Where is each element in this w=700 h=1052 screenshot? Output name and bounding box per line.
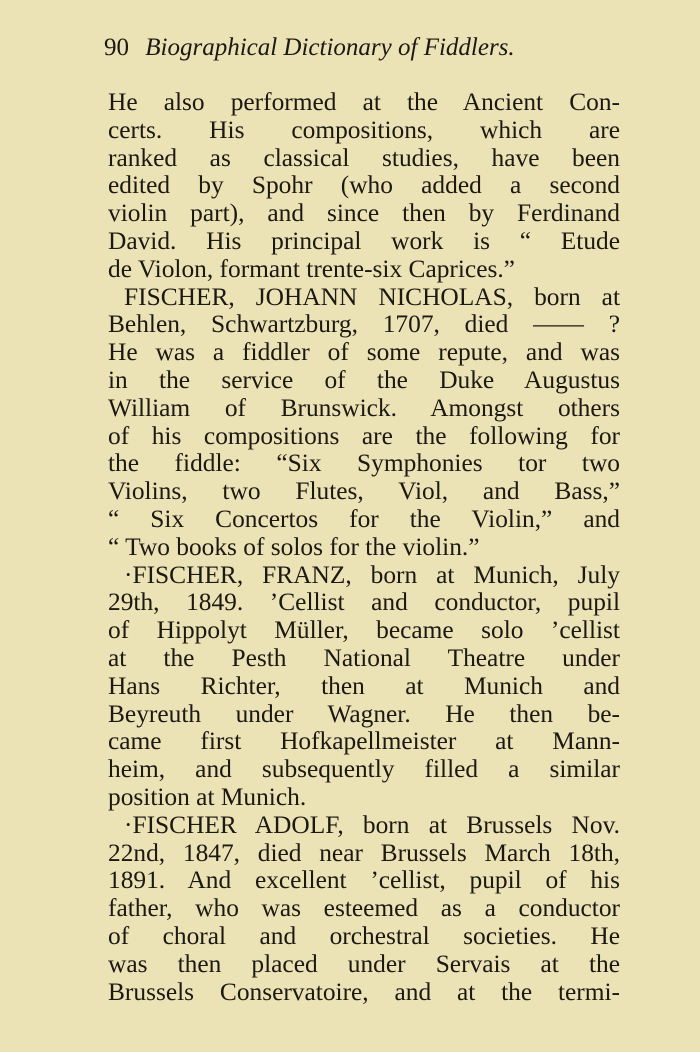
text-line: of his compositions are the following for: [108, 421, 620, 450]
running-head: [104, 32, 515, 64]
text-line: of Hippolyt Müller, became solo ’cellist: [108, 616, 620, 645]
text-line: David. His principal work is “ Etude: [108, 226, 620, 255]
text-line: edited by Spohr (who added a second: [108, 171, 620, 200]
text-line: ranked as classical studies, have been: [108, 143, 620, 172]
text-line: Violins, two Flutes, Viol, and Bass,”: [108, 477, 620, 506]
text-line: 1891. And excellent ’cellist, pupil of his: [108, 866, 620, 895]
text-line: came first Hofkapellmeister at Mann-: [108, 727, 620, 756]
body-text: [108, 89, 620, 1006]
running-title: Biographical Dictionary of Fiddlers.: [145, 34, 515, 61]
text-line: ·FISCHER, FRANZ, born at Munich, July: [124, 560, 620, 589]
text-line: 22nd, 1847, died near Brussels March 18th,: [108, 838, 620, 867]
text-line: heim, and subsequently filled a similar: [108, 755, 620, 784]
text-line: Beyreuth under Wagner. He then be-: [108, 699, 620, 728]
text-line: certs. His compositions, which are: [108, 115, 620, 144]
text-line: position at Munich.: [108, 782, 307, 811]
text-line: violin part), and since then by Ferdinand: [108, 199, 620, 228]
text-line: Hans Richter, then at Munich and: [108, 671, 620, 700]
text-line: “ Six Concertos for the Violin,” and: [108, 504, 620, 533]
text-line: in the service of the Duke Augustus: [108, 365, 620, 394]
text-line: ·FISCHER ADOLF, born at Brussels Nov.: [124, 810, 620, 839]
page-number: 90: [104, 34, 129, 61]
text-line: of choral and orchestral societies. He: [108, 921, 620, 950]
text-line: 29th, 1849. ’Cellist and conductor, pupil: [108, 588, 620, 617]
text-line: was then placed under Servais at the: [108, 949, 620, 978]
text-line: de Violon, formant trente-six Caprices.”: [108, 254, 515, 283]
text-line: the fiddle: “Six Symphonies tor two: [108, 449, 620, 478]
text-line: Brussels Conservatoire, and at the termi-: [108, 977, 620, 1006]
text-line: FISCHER, JOHANN NICHOLAS, born at: [124, 282, 620, 311]
text-line: Behlen, Schwartzburg, 1707, died —— ?: [108, 310, 620, 339]
text-line: William of Brunswick. Amongst others: [108, 393, 620, 422]
text-line: father, who was esteemed as a conductor: [108, 894, 620, 923]
text-line: “ Two books of solos for the violin.”: [108, 532, 480, 561]
text-line: He also performed at the Ancient Con-: [108, 88, 620, 116]
text-line: He was a fiddler of some repute, and was: [108, 338, 620, 367]
text-line: at the Pesth National Theatre under: [108, 643, 620, 672]
